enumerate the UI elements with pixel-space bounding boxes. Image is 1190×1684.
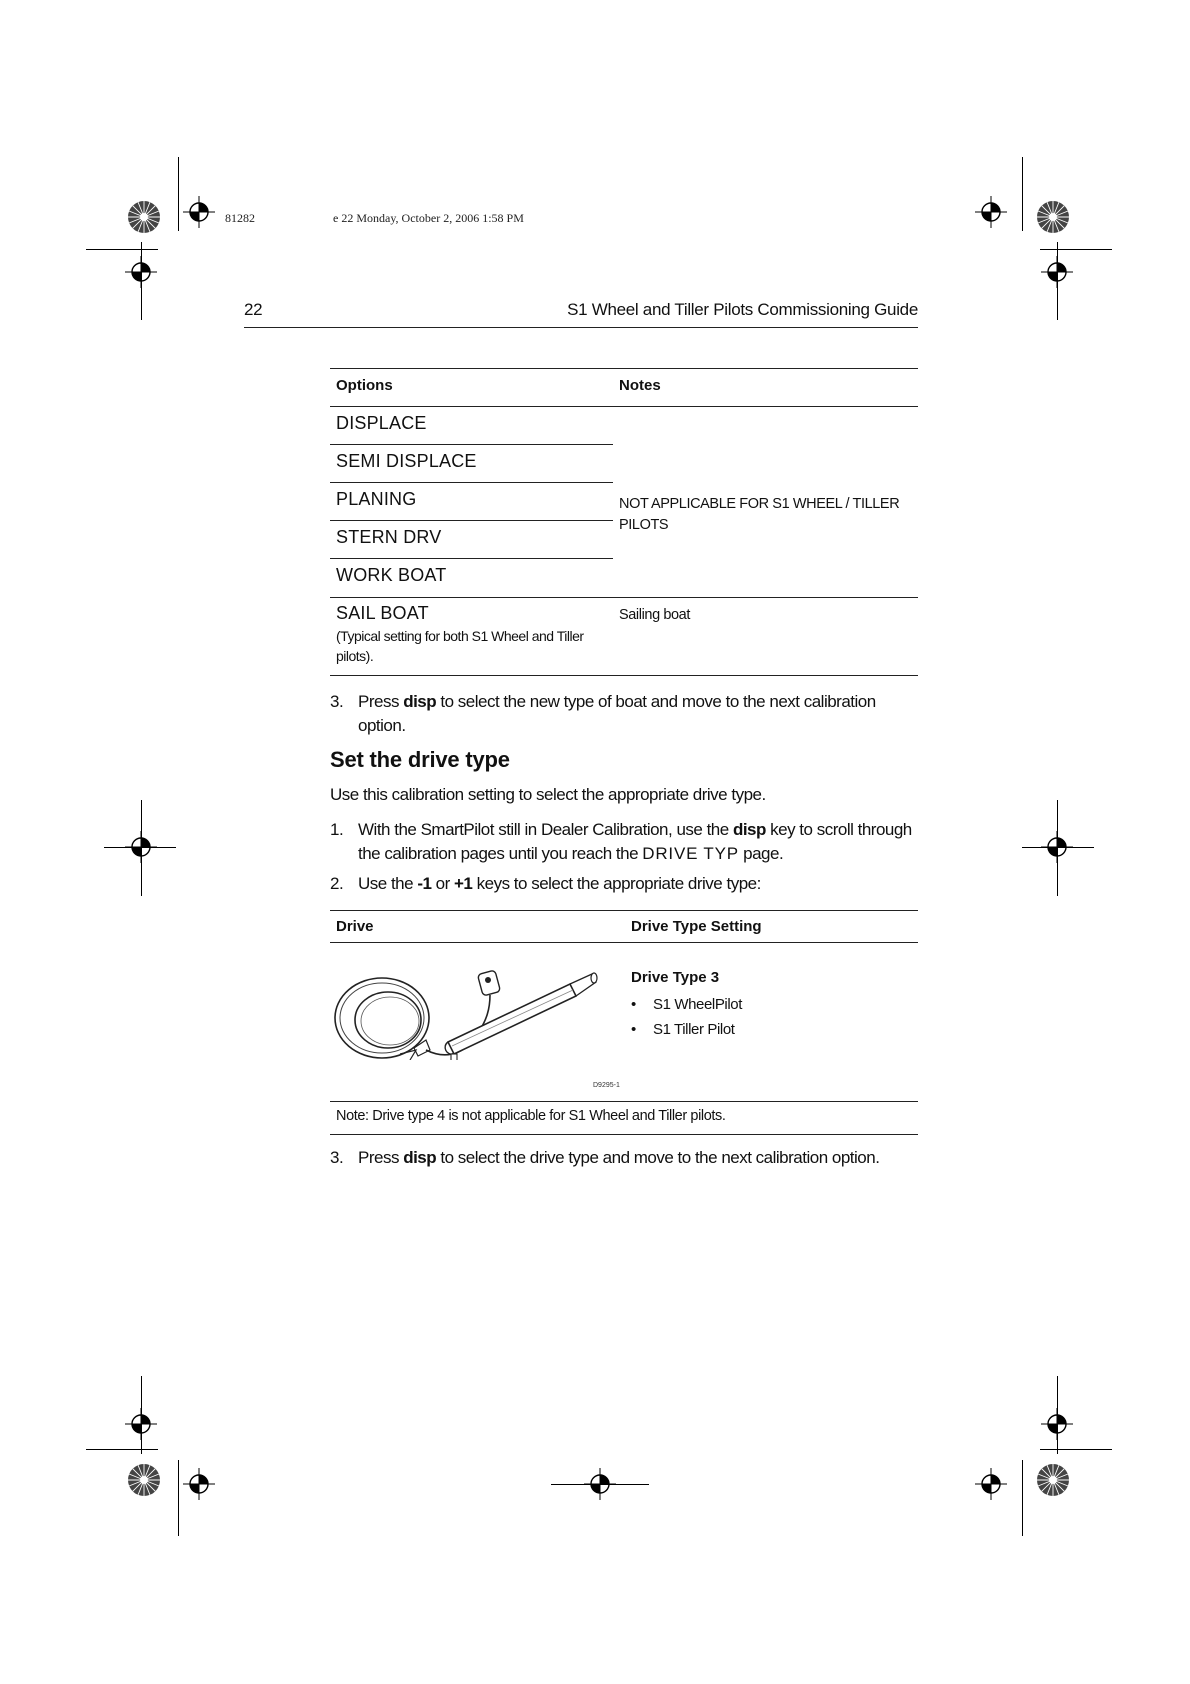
crop-mark xyxy=(104,847,176,848)
drive-type-3-list xyxy=(631,992,742,1042)
sail-boat-note: Sailing boat xyxy=(619,607,690,623)
col-header-notes: Notes xyxy=(619,377,661,394)
wheel-pilot-icon xyxy=(335,978,430,1060)
key-disp: disp xyxy=(732,820,766,839)
step-1-drive: 1. With the SmartPilot still in Dealer Calibration, use the disp key to scroll through the calibration pages until you reach the DRIVE TYP page. xyxy=(330,820,912,863)
option-sail-boat: SAIL BOAT xyxy=(336,603,429,623)
figure-code: D9295-1 xyxy=(593,1082,620,1089)
tiller-pilot-icon xyxy=(445,973,597,1060)
option-semi-displace: SEMI DISPLACE xyxy=(336,451,477,471)
crop-mark xyxy=(551,1484,649,1485)
crop-mark xyxy=(1022,1460,1023,1536)
crop-mark xyxy=(1040,249,1112,250)
col-header-drive: Drive xyxy=(336,918,374,935)
crop-mark xyxy=(178,157,179,231)
crop-mark xyxy=(1040,1449,1112,1450)
sail-boat-subnote: (Typical setting for both S1 Wheel and Tiller pilots). xyxy=(336,628,584,664)
step-3-drive: 3. Press disp to select the drive type and move to the next calibration option. xyxy=(330,1148,880,1167)
option-planing: PLANING xyxy=(336,489,417,509)
color-target-icon xyxy=(127,200,161,234)
crop-mark xyxy=(178,1460,179,1536)
header-rule xyxy=(244,327,918,328)
key-disp: disp xyxy=(403,1148,437,1167)
section-intro: Use this calibration setting to select the appropriate drive type. xyxy=(330,785,766,804)
option-displace: DISPLACE xyxy=(336,413,427,433)
not-applicable-note: NOT APPLICABLE FOR S1 WHEEL / TILLER PILOTS xyxy=(619,496,900,533)
key-plus-one: +1 xyxy=(454,874,473,893)
drive-table-footnote: Note: Drive type 4 is not applicable for S1 Wheel and Tiller pilots. xyxy=(336,1108,726,1124)
list-item: • S1 WheelPilot xyxy=(631,992,742,1017)
drive-illustration xyxy=(330,950,620,1060)
col-header-drive-type-setting: Drive Type Setting xyxy=(631,918,762,935)
crop-mark xyxy=(1022,157,1023,231)
registration-mark-icon xyxy=(183,1468,215,1500)
color-target-icon xyxy=(127,1463,161,1497)
slug-info: e 22 Monday, October 2, 2006 1:58 PM xyxy=(333,211,524,225)
page-header-title: S1 Wheel and Tiller Pilots Commissioning Guide xyxy=(567,300,918,319)
connector-icon xyxy=(477,970,500,996)
col-header-options: Options xyxy=(336,377,393,394)
page-number: 22 xyxy=(244,300,263,319)
color-target-icon xyxy=(1036,1463,1070,1497)
registration-mark-icon xyxy=(975,1468,1007,1500)
option-stern-drv: STERN DRV xyxy=(336,527,442,547)
section-title: Set the drive type xyxy=(330,747,510,772)
option-work-boat: WORK BOAT xyxy=(336,565,447,585)
color-target-icon xyxy=(1036,200,1070,234)
boat-type-table xyxy=(330,368,918,676)
crop-mark xyxy=(141,242,142,320)
crop-mark xyxy=(1057,242,1058,320)
crop-mark xyxy=(1022,847,1094,848)
registration-mark-icon xyxy=(975,196,1007,228)
key-minus-one: -1 xyxy=(417,874,432,893)
crop-mark xyxy=(1057,800,1058,896)
crop-mark xyxy=(141,1376,142,1454)
slug-job-number: 81282 xyxy=(225,211,255,225)
key-disp: disp xyxy=(403,692,437,711)
crop-mark xyxy=(86,1449,158,1450)
registration-mark-icon xyxy=(183,196,215,228)
drive-type-table xyxy=(330,910,918,1136)
crop-mark xyxy=(1057,1376,1058,1454)
list-item: • S1 Tiller Pilot xyxy=(631,1017,742,1042)
crop-mark xyxy=(141,800,142,896)
crop-mark xyxy=(86,249,158,250)
step-3-boat: 3. Press disp to select the new type of boat and move to the next calibration option. xyxy=(330,692,876,735)
drive-typ-page: DRIVE TYP xyxy=(642,844,739,863)
step-2-drive: 2. Use the -1 or +1 keys to select the appropriate drive type: xyxy=(330,874,761,893)
drive-type-3-title: Drive Type 3 xyxy=(631,969,720,986)
